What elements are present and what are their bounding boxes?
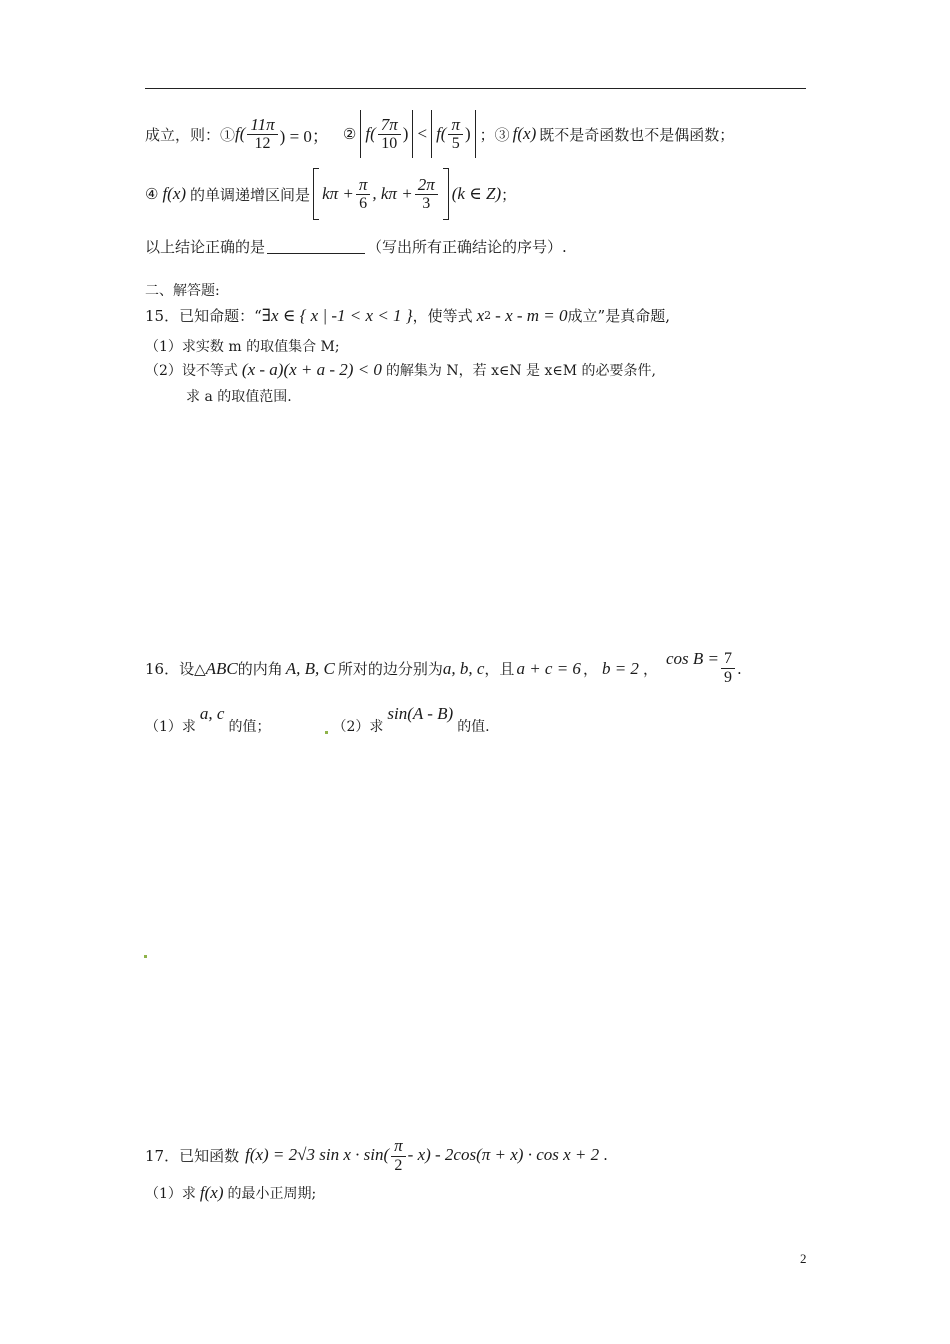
frac-den: 10 bbox=[381, 135, 398, 153]
q16-t5: ， bbox=[642, 660, 658, 679]
q17-p1-fx: f(x) bbox=[199, 1183, 224, 1202]
line3-tail: （写出所有正确结论的序号）. bbox=[367, 238, 567, 256]
item-4-marker: ④ bbox=[145, 185, 159, 203]
item-3-marker: ；③ bbox=[479, 125, 510, 144]
q15-set: ∃x ∈ { x | -1 < x < 1 } bbox=[261, 305, 413, 325]
frac-den: 6 bbox=[359, 195, 368, 213]
page-number: 2 bbox=[800, 1251, 807, 1266]
q16-eq1: a + c = 6 bbox=[516, 658, 581, 678]
q16-lead: 16．设△ bbox=[145, 660, 206, 679]
fraction-7pi-10 bbox=[378, 115, 401, 154]
item3-fx: f(x) bbox=[512, 124, 537, 143]
answer-blank[interactable] bbox=[267, 239, 365, 254]
frac-num: π bbox=[448, 115, 463, 136]
stray-mark bbox=[144, 955, 147, 958]
q15-inequality: (x - a)(x + a - 2) < 0 bbox=[241, 360, 382, 379]
q17-end: . bbox=[603, 1146, 608, 1165]
fraction-pi-5 bbox=[448, 115, 463, 154]
line1-eq1-f: f( bbox=[235, 124, 246, 143]
frac-num: π bbox=[356, 175, 371, 196]
frac-den: 3 bbox=[422, 195, 431, 213]
q17-expr-b: - x) - 2cos(π + x) · cos x + 2 bbox=[407, 1145, 600, 1165]
conclusion-line-3 bbox=[145, 236, 567, 257]
q16-p1-ac: a, c bbox=[199, 704, 225, 723]
question-17 bbox=[145, 1136, 608, 1175]
fraction-pi-2 bbox=[391, 1136, 406, 1175]
q16-sides: a, b, c bbox=[442, 658, 485, 678]
q17-expr-a: f(x) = 2√3 sin x · sin( bbox=[245, 1145, 390, 1165]
frac-den: 9 bbox=[723, 669, 732, 687]
q17-p1-lead: （1）求 bbox=[145, 1186, 196, 1202]
q16-t4: ， bbox=[582, 660, 598, 679]
q16-parts bbox=[145, 704, 490, 736]
frac-num: 7 bbox=[721, 650, 735, 669]
frac-num: 2π bbox=[415, 175, 438, 196]
q15-part-2-cont: 求 a 的取值范围. bbox=[186, 389, 292, 405]
frac-num: 11π bbox=[247, 115, 277, 136]
left-bracket bbox=[313, 168, 319, 220]
q15-x: x bbox=[476, 305, 485, 325]
right-bracket bbox=[443, 168, 449, 220]
q16-p1-lead: （1）求 bbox=[145, 719, 196, 735]
q15-mid: ，使等式 bbox=[412, 307, 473, 325]
abs-bar bbox=[412, 110, 413, 158]
line1-eq1-tail: ) = 0； bbox=[279, 126, 329, 146]
line2-text: 的单调递增区间是 bbox=[190, 185, 311, 204]
q17-p1-end: 的最小正周期; bbox=[227, 1186, 317, 1202]
question-16 bbox=[145, 650, 742, 688]
question-15 bbox=[145, 305, 670, 326]
line1-eq2-f2: f( bbox=[436, 124, 447, 143]
interval-start: kπ + bbox=[322, 184, 354, 203]
conclusion-line-1 bbox=[145, 110, 734, 158]
line1-prefix: 成立，则：① bbox=[145, 125, 236, 144]
q16-angles: A, B, C bbox=[285, 658, 335, 678]
q15-lead: 15．已知命题：“ bbox=[145, 307, 262, 325]
line1-eq2-f1: f( bbox=[365, 124, 376, 143]
q16-eq2: b = 2 bbox=[601, 658, 639, 678]
close-paren: ) bbox=[402, 124, 409, 143]
fraction-pi-6 bbox=[356, 175, 371, 214]
k-in-z: (k ∈ Z) bbox=[451, 184, 502, 203]
q15-exponent: 2 bbox=[484, 309, 492, 322]
less-than-sign: < bbox=[417, 124, 428, 143]
frac-den: 12 bbox=[254, 135, 271, 153]
q15-end: 成立”是真命题, bbox=[567, 307, 670, 325]
interval-end: , kπ + bbox=[372, 184, 413, 203]
q16-triangle: ABC bbox=[205, 658, 238, 678]
q15-part-1: （1）求实数 m 的取值集合 M; bbox=[145, 339, 340, 355]
frac-den: 2 bbox=[394, 1156, 403, 1174]
q17-part-1 bbox=[145, 1183, 316, 1203]
fraction-7-9 bbox=[721, 650, 735, 688]
header-rule bbox=[145, 88, 806, 89]
abs-bar bbox=[431, 110, 432, 158]
abs-bar bbox=[360, 110, 361, 158]
q15-eq-rest: - x - m = 0 bbox=[495, 305, 568, 325]
item3-text: 既不是奇函数也不是偶函数； bbox=[539, 125, 735, 144]
q16-t3: ，且 bbox=[484, 660, 515, 679]
frac-num: 7π bbox=[378, 115, 401, 136]
line2-end: ； bbox=[501, 185, 517, 204]
stray-mark bbox=[325, 731, 328, 734]
q16-end: . bbox=[736, 659, 742, 678]
section-title: 二、解答题: bbox=[145, 283, 220, 299]
abs-bar bbox=[475, 110, 476, 158]
q16-t1: 的内角 bbox=[237, 660, 283, 679]
q16-p2-lead: （2）求 bbox=[332, 719, 384, 735]
q16-cos-lhs: cos B = bbox=[665, 648, 719, 668]
q16-p1-end: 的值； bbox=[228, 719, 271, 735]
line2-fx: f(x) bbox=[162, 184, 187, 203]
frac-num: π bbox=[391, 1136, 406, 1157]
fraction-11pi-12 bbox=[247, 115, 277, 154]
q15-p2-lead: （2）设不等式 bbox=[145, 363, 238, 379]
q16-p2-expr: sin(A - B) bbox=[387, 704, 454, 723]
line3-text: 以上结论正确的是 bbox=[145, 238, 266, 256]
q16-p2-end: 的值. bbox=[457, 719, 490, 735]
q15-part-2 bbox=[145, 360, 656, 380]
q15-p2-text: 的解集为 N，若 x∈N 是 x∈M 的必要条件, bbox=[385, 363, 656, 379]
conclusion-line-2 bbox=[145, 168, 516, 220]
item-2-marker: ② bbox=[342, 125, 357, 143]
fraction-2pi-3 bbox=[415, 175, 438, 214]
close-paren: ) bbox=[464, 124, 471, 143]
frac-den: 5 bbox=[451, 135, 460, 153]
q17-lead: 17．已知函数 bbox=[145, 1146, 240, 1165]
q16-t2: 所对的边分别为 bbox=[337, 660, 443, 679]
